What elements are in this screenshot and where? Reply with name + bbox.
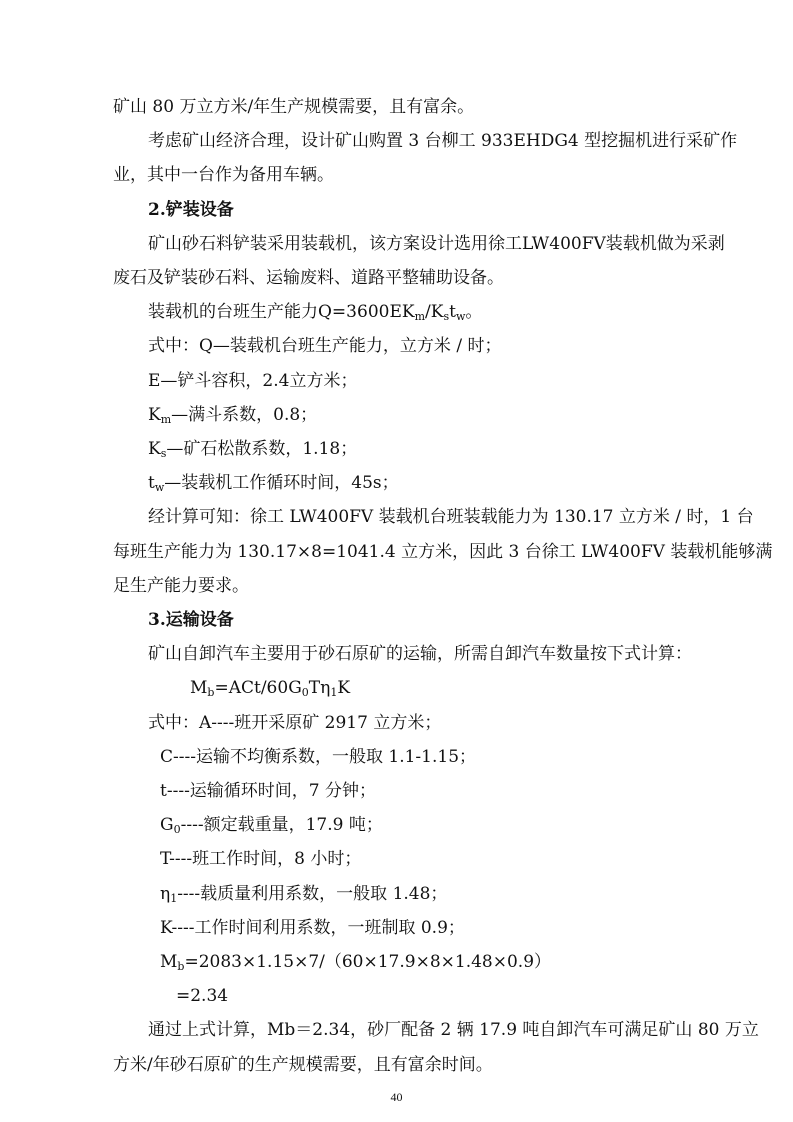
formula-subscript: 1: [330, 686, 338, 700]
paragraph-line: 矿山自卸汽车主要用于砂石原矿的运输，所需自卸汽车数量按下式计算：: [148, 644, 692, 665]
formula-subscript: b: [207, 686, 215, 700]
section-heading: 3.运输设备: [148, 610, 234, 630]
calculation-result: =2.34: [176, 986, 229, 1007]
symbol-subscript: m: [160, 412, 172, 426]
symbol: η: [160, 883, 171, 904]
definition-line: [148, 472, 399, 494]
definition-line: 式中：Q—装载机台班生产能力，立方米 / 时；: [148, 336, 502, 357]
paragraph-line: 考虑矿山经济合理，设计矿山购置 3 台柳工 933EHDG4 型挖掘机进行采矿作: [148, 131, 738, 152]
formula-part: 。: [465, 302, 483, 323]
paragraph-line: 矿山 80 万立方米/年生产规模需要，且有富余。: [113, 97, 475, 117]
symbol: K: [148, 439, 161, 459]
paragraph-line: 足生产能力要求。: [113, 575, 249, 596]
definition-text: —装载机工作循环时间，45s；: [164, 473, 399, 494]
definition-text: —满斗系数，0.8；: [171, 404, 318, 425]
paragraph-line: 废石及铲装砂石料、运输废料、道路平整辅助设备。: [113, 268, 504, 288]
symbol: G: [160, 815, 174, 836]
calculation-text: =2083×1.15×7/（60×17.9×8×1.48×0.9）: [184, 952, 552, 972]
definition-line: [148, 404, 317, 426]
definition-line: C----运输不均衡系数，一般取 1.1-1.15；: [160, 746, 477, 767]
paragraph-line: 业，其中一台作为备用车辆。: [113, 165, 334, 186]
definition-line: [160, 814, 383, 836]
formula-part: =ACt/60G: [214, 678, 302, 699]
page-number: 40: [390, 1090, 403, 1104]
definition-line: t----运输循环时间，7 分钟；: [160, 781, 377, 801]
section-heading: 2.铲装设备: [148, 199, 234, 220]
definition-text: ----额定载重量，17.9 吨；: [180, 815, 383, 836]
paragraph-line: 通过上式计算，Mb＝2.34，砂厂配备 2 辆 17.9 吨自卸汽车可满足矿山 80 万立: [148, 1020, 759, 1041]
definition-text: —矿石松散系数，1.18；: [166, 439, 358, 459]
paragraph-line: 方米/年砂石原矿的生产规模需要，且有富余时间。: [113, 1054, 493, 1075]
formula-subscript: s: [443, 310, 450, 324]
definition-line: [160, 883, 447, 905]
paragraph-line: 每班生产能力为 130.17×8=1041.4 立方米，因此 3 台徐工 LW400FV 装载机能够满: [113, 541, 773, 562]
definition-text: ----载质量利用系数，一般取 1.48；: [177, 883, 448, 904]
definition-line: T----班工作时间，8 小时；: [160, 849, 362, 870]
formula-part: /K: [425, 302, 444, 323]
formula-subscript: m: [414, 310, 425, 324]
formula-part: M: [190, 678, 208, 699]
symbol: K: [148, 404, 161, 425]
paragraph-line: 经计算可知：徐工 LW400FV 装载机台班装载能力为 130.17 立方米 / 时，1 台: [148, 507, 754, 528]
symbol-subscript: 0: [173, 823, 181, 837]
definition-line: K----工作时间利用系数，一班制取 0.9；: [160, 917, 465, 938]
symbol: M: [160, 952, 178, 972]
symbol-subscript: s: [160, 447, 167, 460]
formula-part: t: [449, 302, 456, 323]
definition-line: 式中：A----班开采原矿 2917 立方米；: [148, 712, 442, 733]
symbol: t: [148, 473, 155, 494]
formula-subscript: 0: [301, 686, 309, 700]
formula-subscript: w: [455, 310, 466, 324]
definition-line: E—铲斗容积，2.4立方米；: [148, 370, 358, 391]
formula-line: [148, 301, 482, 323]
symbol-subscript: 1: [170, 891, 178, 905]
formula-part: K: [337, 678, 351, 699]
formula-line: [190, 677, 350, 699]
symbol-subscript: w: [154, 481, 165, 495]
symbol-subscript: b: [177, 960, 185, 973]
paragraph-line: 矿山砂石料铲装采用装载机，该方案设计选用徐工LW400FV装载机做为采剥: [148, 233, 725, 254]
definition-line: [148, 438, 357, 460]
calculation-line: [160, 951, 551, 973]
formula-part: Tη: [308, 678, 331, 699]
formula-part: 装载机的台班生产能力Q=3600EK: [148, 302, 415, 323]
